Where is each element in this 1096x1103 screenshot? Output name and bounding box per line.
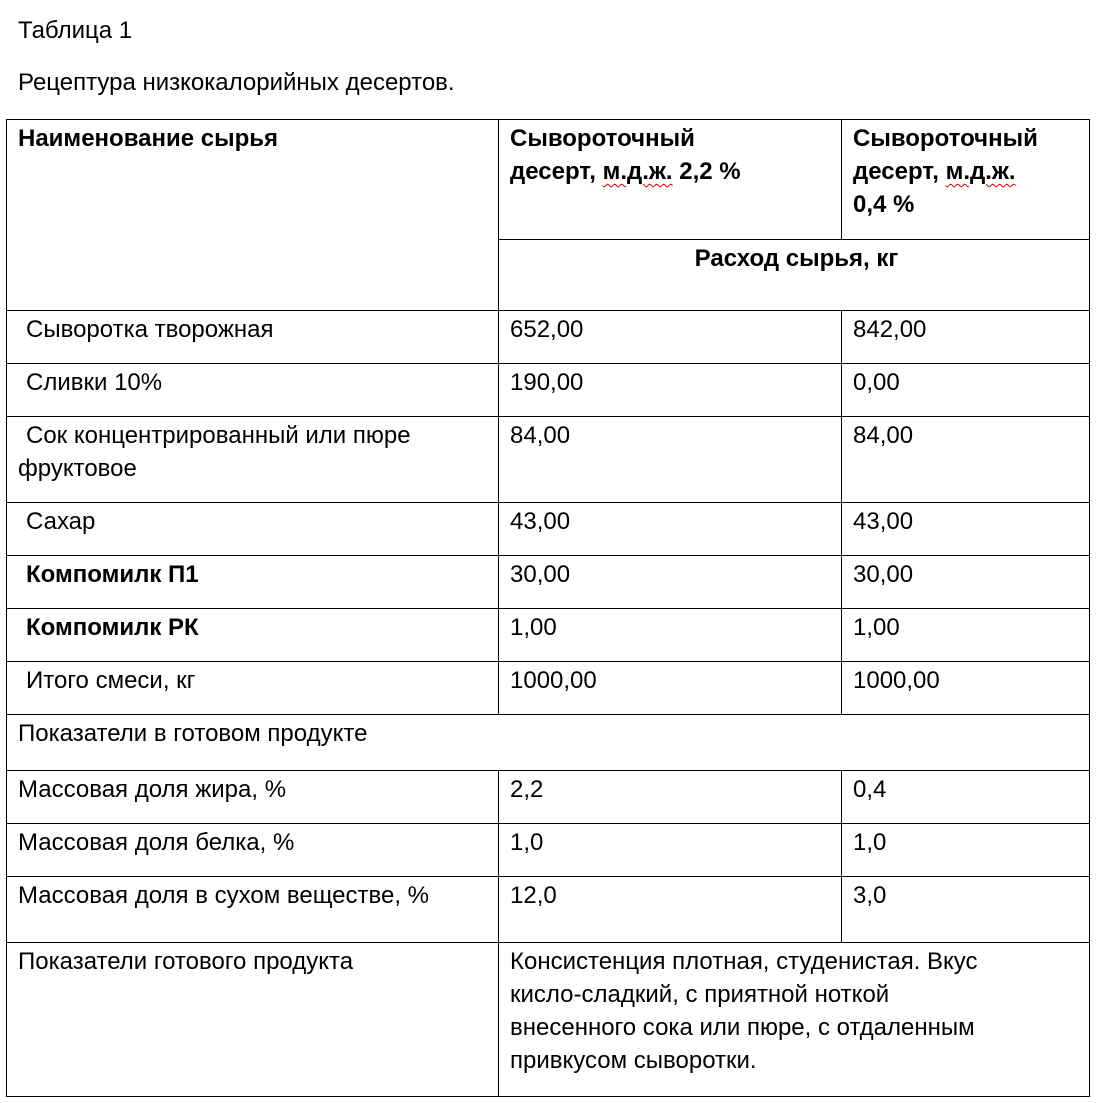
ingredient-name: Компомилк РК <box>7 609 499 662</box>
header-dessert-2-2-suffix: 2,2 % <box>672 158 741 185</box>
ingredient-value-2-2: 190,00 <box>499 364 842 417</box>
table-row <box>7 503 1090 556</box>
ingredient-value-0-4: 0,00 <box>842 364 1090 417</box>
ingredient-value-2-2: 1,00 <box>499 609 842 662</box>
header-dessert-2-2 <box>499 120 842 240</box>
table-number: Таблица 1 <box>18 17 133 44</box>
ingredient-value-0-4: 84,00 <box>842 417 1090 503</box>
finished-product-label: Показатели готового продукта <box>7 943 499 1097</box>
ingredient-value-0-4: 1,00 <box>842 609 1090 662</box>
table-row <box>7 662 1090 715</box>
header-dessert-0-4-prefix: десерт, <box>853 158 946 185</box>
indicator-name: Массовая доля жира, % <box>7 771 499 824</box>
indicators-title: Показатели в готовом продукте <box>7 715 1090 771</box>
header-consumption: Расход сырья, кг <box>499 240 1090 311</box>
table-row <box>7 943 1090 1097</box>
header-dessert-0-4 <box>842 120 1090 240</box>
ingredient-value-0-4: 43,00 <box>842 503 1090 556</box>
indicator-value-2-2: 1,0 <box>499 824 842 877</box>
finished-product-description <box>499 943 1090 1097</box>
ingredient-value-0-4: 30,00 <box>842 556 1090 609</box>
ingredient-value-0-4: 842,00 <box>842 311 1090 364</box>
ingredient-value-0-4: 1000,00 <box>842 662 1090 715</box>
ingredient-name-line1: Сок концентрированный или пюре <box>26 422 411 449</box>
indicator-value-0-4: 0,4 <box>842 771 1090 824</box>
header-dessert-0-4-line1: Сывороточный <box>853 125 1038 152</box>
ingredient-value-2-2: 652,00 <box>499 311 842 364</box>
ingredient-name: Сыворотка творожная <box>7 311 499 364</box>
table-title: Рецептура низкокалорийных десертов. <box>18 69 455 96</box>
indicator-value-2-2: 12,0 <box>499 877 842 943</box>
header-dessert-0-4-line3: 0,4 % <box>853 191 915 218</box>
ingredient-value-2-2: 84,00 <box>499 417 842 503</box>
table-row <box>7 824 1090 877</box>
indicator-name: Массовая доля в сухом веществе, % <box>7 877 499 943</box>
table-row <box>7 877 1090 943</box>
ingredient-value-2-2: 43,00 <box>499 503 842 556</box>
description-line: кисло-сладкий, с приятной ноткой <box>510 981 890 1008</box>
header-dessert-2-2-abbr: м.д.ж. <box>602 158 673 185</box>
indicator-name: Массовая доля белка, % <box>7 824 499 877</box>
ingredient-name: Итого смеси, кг <box>7 662 499 715</box>
header-row <box>7 120 1090 240</box>
indicator-value-2-2: 2,2 <box>499 771 842 824</box>
header-dessert-0-4-abbr: м.д.ж. <box>945 158 1016 185</box>
table-row <box>7 364 1090 417</box>
header-dessert-2-2-line1: Сывороточный <box>510 125 695 152</box>
description-line: привкусом сыворотки. <box>510 1047 757 1074</box>
table-row <box>7 417 1090 503</box>
description-line: внесенного сока или пюре, с отдаленным <box>510 1014 975 1041</box>
ingredient-value-2-2: 1000,00 <box>499 662 842 715</box>
table-row <box>7 311 1090 364</box>
ingredient-name: Сливки 10% <box>7 364 499 417</box>
section-row <box>7 715 1090 771</box>
ingredient-name: Сахар <box>7 503 499 556</box>
table-row <box>7 556 1090 609</box>
ingredient-name: Компомилк П1 <box>7 556 499 609</box>
ingredient-name-line2: фруктовое <box>18 455 137 482</box>
indicator-value-0-4: 3,0 <box>842 877 1090 943</box>
header-dessert-2-2-prefix: десерт, <box>510 158 603 185</box>
header-raw-material: Наименование сырья <box>7 120 499 311</box>
ingredient-name <box>7 417 499 503</box>
indicator-value-0-4: 1,0 <box>842 824 1090 877</box>
recipe-table <box>6 119 1090 1097</box>
table-row <box>7 771 1090 824</box>
table-row <box>7 609 1090 662</box>
ingredient-value-2-2: 30,00 <box>499 556 842 609</box>
description-line: Консистенция плотная, студенистая. Вкус <box>510 948 978 975</box>
